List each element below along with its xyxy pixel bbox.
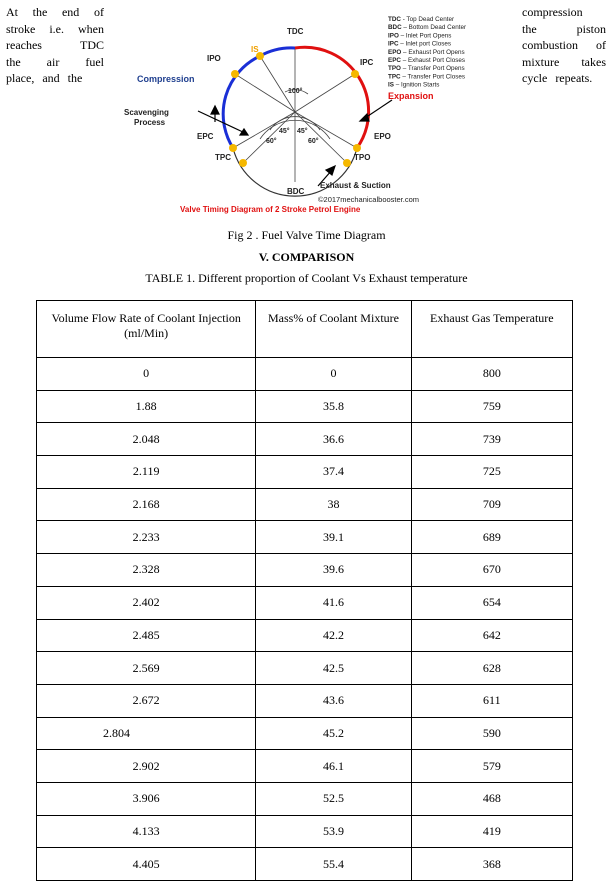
word: takes — [581, 54, 606, 69]
table-row — [37, 586, 573, 619]
word: end — [61, 5, 80, 19]
word: the — [6, 54, 21, 69]
table-row — [37, 619, 573, 652]
tpo-marker — [343, 159, 351, 167]
table-row — [37, 848, 573, 881]
table-row — [37, 358, 573, 391]
cell-flow-rate: 2.168 — [37, 488, 256, 521]
cell-flow-rate: 2.402 — [37, 586, 256, 619]
word: and — [42, 71, 60, 85]
word: At — [6, 5, 18, 19]
cell-exhaust-temp: 628 — [411, 652, 572, 685]
figure-caption: Fig 2 . Fuel Valve Time Diagram — [227, 228, 386, 242]
legend-abbr: IPO — [388, 32, 399, 40]
cell-flow-rate: 2.328 — [37, 554, 256, 587]
text-line — [522, 37, 606, 54]
diagram-title: Valve Timing Diagram of 2 Stroke Petrol Engine — [180, 205, 361, 214]
cell-mass-percent: 52.5 — [256, 782, 411, 815]
tpc-label: TPC — [215, 153, 231, 162]
text-line — [6, 21, 104, 38]
word: TDC — [80, 38, 104, 52]
text-line — [522, 4, 606, 21]
section-heading: V. COMPARISON — [258, 250, 355, 264]
text-line — [522, 21, 606, 38]
compression-label: Compression — [137, 74, 195, 84]
left-column-text — [6, 4, 104, 87]
epc-label: EPC — [197, 132, 214, 141]
ipc-marker — [351, 70, 359, 78]
cell-exhaust-temp: 368 — [411, 848, 572, 881]
legend-text: – Transfer Port Opens — [400, 65, 465, 73]
radial-lines — [233, 48, 357, 182]
valve-timing-diagram — [120, 8, 500, 218]
header-mass-percent: Mass% of Coolant Mixture — [256, 301, 411, 358]
scavenging-label-line2: Process — [134, 118, 166, 127]
legend-abbr: EPC — [388, 57, 401, 64]
cell-exhaust-temp: 590 — [411, 717, 572, 750]
legend-text: – Inlet port Closes — [398, 40, 451, 48]
cell-flow-rate: 1.88 — [37, 390, 256, 423]
epo-label: EPO — [374, 132, 391, 141]
legend-text: - Top Dead Center — [400, 16, 455, 23]
legend-item — [388, 41, 451, 48]
cell-exhaust-temp: 670 — [411, 554, 572, 587]
legend-item — [388, 65, 465, 72]
ipo-marker — [231, 70, 239, 78]
tpo-label: TPO — [354, 153, 371, 162]
legend-item — [388, 16, 454, 23]
legend-abbr: EPO — [388, 48, 402, 56]
text-line — [6, 37, 104, 54]
table-row — [37, 782, 573, 815]
header-exhaust-temp: Exhaust Gas Temperature — [411, 301, 572, 358]
cell-mass-percent: 42.2 — [256, 619, 411, 652]
cell-flow-rate: 2.804 — [37, 717, 256, 750]
word: the — [522, 21, 537, 36]
cell-mass-percent: 38 — [256, 488, 411, 521]
cell-exhaust-temp: 419 — [411, 815, 572, 848]
word: mixture — [522, 54, 560, 69]
legend-abbr: IPC — [388, 40, 399, 48]
cell-mass-percent: 45.2 — [256, 717, 411, 750]
cell-mass-percent: 37.4 — [256, 456, 411, 489]
word: the — [67, 71, 83, 85]
compression-arrow-icon — [211, 106, 219, 114]
exhaust-arrow-icon — [326, 166, 335, 175]
cell-exhaust-temp: 759 — [411, 390, 572, 423]
cell-exhaust-temp: 739 — [411, 423, 572, 456]
ipc-label: IPC — [360, 58, 374, 67]
legend-abbr: TPC — [388, 73, 401, 81]
cell-flow-rate: 4.405 — [37, 848, 256, 881]
table-row — [37, 456, 573, 489]
legend-item — [388, 32, 451, 39]
angle-45-right-label: 45° — [297, 128, 308, 135]
word: the — [32, 5, 48, 19]
cell-flow-rate: 2.048 — [37, 423, 256, 456]
table-row — [37, 488, 573, 521]
legend-abbr: TDC — [388, 16, 401, 23]
cell-mass-percent: 41.6 — [256, 586, 411, 619]
cell-flow-rate: 2.672 — [37, 684, 256, 717]
word: repeats. — [555, 71, 593, 85]
word: combustion — [522, 38, 578, 52]
text-line — [6, 70, 104, 87]
cell-mass-percent: 35.8 — [256, 390, 411, 423]
word: i.e. — [49, 21, 64, 36]
cell-flow-rate: 2.902 — [37, 750, 256, 783]
cell-mass-percent: 55.4 — [256, 848, 411, 881]
legend-text: – Transfer Port Closes — [400, 73, 466, 81]
cell-exhaust-temp: 579 — [411, 750, 572, 783]
text-line — [522, 70, 606, 87]
table-row — [37, 750, 573, 783]
word: air — [46, 54, 60, 69]
legend-abbr: BDC — [388, 24, 402, 32]
legend-text: – Exhaust Port Opens — [401, 48, 465, 56]
tdc-label: TDC — [287, 27, 304, 36]
word: compression — [522, 5, 583, 19]
angle-45-left-label: 45° — [279, 128, 290, 135]
text-line — [6, 54, 104, 71]
cell-flow-rate: 0 — [37, 358, 256, 391]
table-row — [37, 717, 573, 750]
cell-mass-percent: 53.9 — [256, 815, 411, 848]
table-row — [37, 684, 573, 717]
cell-flow-rate: 4.133 — [37, 815, 256, 848]
word: place, — [6, 71, 35, 85]
cell-exhaust-temp: 709 — [411, 488, 572, 521]
table-row — [37, 554, 573, 587]
legend-item — [388, 24, 466, 31]
table-row — [37, 815, 573, 848]
legend-text: – Ignition Starts — [393, 81, 440, 89]
diagram-legend — [388, 16, 466, 89]
legend-abbr: IS — [388, 81, 394, 89]
cell-flow-rate: 2.569 — [37, 652, 256, 685]
epo-marker — [353, 144, 361, 152]
legend-text: – Bottom Dead Center — [401, 24, 467, 32]
word: of — [596, 38, 606, 52]
epc-marker — [229, 144, 237, 152]
is-label: IS — [251, 45, 259, 54]
table-row — [37, 390, 573, 423]
cell-exhaust-temp: 468 — [411, 782, 572, 815]
text-line — [6, 4, 104, 21]
expansion-label: Expansion — [388, 91, 434, 101]
cell-flow-rate: 2.119 — [37, 456, 256, 489]
word: fuel — [85, 54, 104, 69]
scavenging-label-line1: Scavenging — [124, 108, 169, 117]
table-header-row — [37, 301, 573, 358]
legend-item — [388, 73, 465, 80]
cell-mass-percent: 39.1 — [256, 521, 411, 554]
table-caption: TABLE 1. Different proportion of Coolant Vs Exhaust temperature — [145, 271, 468, 285]
legend-text: – Exhaust Port Closes — [400, 57, 466, 64]
cell-mass-percent: 0 — [256, 358, 411, 391]
legend-item — [388, 82, 439, 89]
legend-item — [388, 49, 465, 56]
cell-flow-rate: 2.233 — [37, 521, 256, 554]
text-line — [522, 54, 606, 71]
word: stroke — [6, 21, 36, 36]
angle-100-label: 100° — [288, 88, 303, 95]
comparison-table — [36, 300, 573, 881]
cell-mass-percent: 39.6 — [256, 554, 411, 587]
expansion-arrow-icon — [360, 114, 369, 121]
cell-mass-percent: 42.5 — [256, 652, 411, 685]
cell-exhaust-temp: 642 — [411, 619, 572, 652]
word: piston — [576, 21, 606, 36]
angle-60-right-label: 60° — [308, 138, 319, 145]
scavenging-arrow-icon — [240, 129, 248, 135]
table-row — [37, 652, 573, 685]
ipo-ipc-arc — [260, 48, 295, 56]
copyright-label: ©2017mechanicalbooster.com — [318, 195, 420, 204]
cell-exhaust-temp: 689 — [411, 521, 572, 554]
cell-exhaust-temp: 611 — [411, 684, 572, 717]
word: when — [78, 21, 104, 36]
right-column-text — [522, 4, 606, 87]
table-row — [37, 423, 573, 456]
cell-flow-rate: 3.906 — [37, 782, 256, 815]
ipo-label: IPO — [207, 54, 221, 63]
table-row — [37, 521, 573, 554]
cell-mass-percent: 46.1 — [256, 750, 411, 783]
legend-abbr: TPO — [388, 65, 401, 73]
word: cycle — [522, 71, 548, 85]
header-flow-rate: Volume Flow Rate of Coolant Injection (ml/Min) — [37, 301, 256, 358]
angle-60-left-label: 60° — [266, 138, 277, 145]
cell-mass-percent: 43.6 — [256, 684, 411, 717]
tpc-marker — [239, 159, 247, 167]
cell-mass-percent: 36.6 — [256, 423, 411, 456]
cell-exhaust-temp: 654 — [411, 586, 572, 619]
cell-exhaust-temp: 800 — [411, 358, 572, 391]
exhaust-suction-label: Exhaust & Suction — [320, 181, 391, 190]
legend-text: – Inlet Port Opens — [398, 32, 452, 40]
word: of — [93, 5, 104, 19]
cell-exhaust-temp: 725 — [411, 456, 572, 489]
bdc-label: BDC — [287, 187, 305, 196]
word: reaches — [6, 38, 42, 52]
legend-item — [388, 57, 465, 64]
cell-flow-rate: 2.485 — [37, 619, 256, 652]
